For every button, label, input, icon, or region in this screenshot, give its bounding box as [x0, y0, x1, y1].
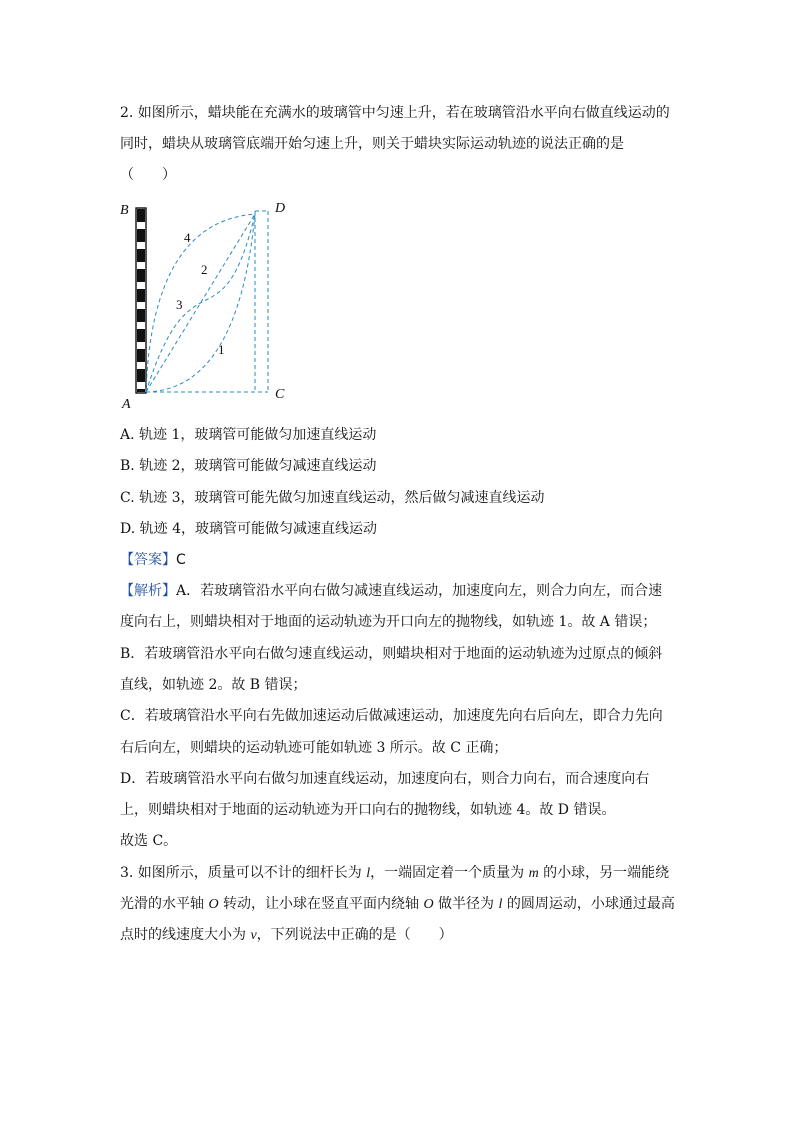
q2-stem-line2: 同时，蜡块从玻璃管底端开始匀速上升，则关于蜡块实际运动轨迹的说法正确的是 [120, 136, 624, 152]
analysis-text-1: A．若玻璃管沿水平向右做匀减速直线运动，加速度向左，则合力向左，而合速 [176, 583, 663, 599]
q3-text: ，下列说法中正确的是（ ） [256, 927, 453, 943]
analysis-line-4: 直线，如轨迹 2。故 B 错误； [120, 677, 307, 693]
q3-text: 光滑的水平轴 [120, 896, 209, 912]
q3-stem-line3 [120, 925, 453, 946]
option-c: C. 轨迹 3，玻璃管可能先做匀加速直线运动，然后做匀减速直线运动 [120, 490, 545, 506]
q3-text: 转动，让小球在竖直平面内绕轴 [218, 896, 424, 912]
var-O: O [423, 897, 434, 912]
option-b: B. 轨迹 2，玻璃管可能做匀减速直线运动 [120, 458, 377, 474]
q3-stem-line1 [120, 863, 669, 884]
analysis-tag: 【解析】 [120, 583, 176, 599]
analysis-conclusion: 故选 C。 [120, 833, 178, 849]
answer-line [120, 550, 186, 570]
q3-text: 的圆周运动，小球通过最高 [502, 896, 675, 912]
q3-text: ，一端固定着一个质量为 [370, 865, 529, 881]
answer-value: C [176, 552, 186, 568]
var-m: m [528, 866, 539, 881]
q3-text: 做半径为 [433, 896, 499, 912]
q2-answer-parens: （ ） [120, 167, 176, 183]
var-l: l [366, 866, 371, 881]
label-D: D [275, 201, 286, 216]
option-a: A. 轨迹 1，玻璃管可能做匀加速直线运动 [120, 427, 377, 443]
q3-text: 点时的线速度大小为 [120, 927, 251, 943]
var-O: O [208, 897, 219, 912]
curve-label-4: 4 [184, 230, 191, 245]
trajectory-figure [112, 192, 302, 412]
curve-label-1: 1 [218, 342, 225, 357]
q2-stem-line1: 2. 如图所示，蜡块能在充满水的玻璃管中匀速上升，若在玻璃管沿水平向右做直线运动的 [120, 105, 670, 121]
option-d: D. 轨迹 4，玻璃管可能做匀减速直线运动 [120, 521, 377, 537]
var-l: l [498, 897, 503, 912]
analysis-line-6: 右后向左，则蜡块的运动轨迹可能如轨迹 3 所示。故 C 正确； [120, 740, 508, 756]
analysis-line-1 [120, 581, 662, 601]
q3-stem-line2 [120, 894, 675, 915]
analysis-line-3: B．若玻璃管沿水平向右做匀速直线运动，则蜡块相对于地面的运动轨迹为过原点的倾斜 [120, 646, 663, 662]
analysis-line-2: 度向右上，则蜡块相对于地面的运动轨迹为开口向左的抛物线，如轨迹 1。故 A 错误； [120, 614, 657, 630]
label-C: C [275, 387, 285, 402]
q3-text: 3. 如图所示，质量可以不计的细杆长为 [120, 865, 367, 881]
curve-label-3: 3 [176, 297, 183, 312]
q3-text: 的小球，另一端能绕 [538, 865, 670, 881]
var-v: v [250, 928, 257, 943]
answer-tag: 【答案】 [120, 552, 176, 568]
analysis-line-7: D．若玻璃管沿水平向右做匀加速直线运动，加速度向右，则合力向右，而合速度向右 [120, 771, 650, 787]
label-B: B [120, 203, 129, 218]
label-A: A [122, 397, 131, 412]
curve-label-2: 2 [201, 262, 208, 277]
analysis-line-8: 上，则蜡块相对于地面的运动轨迹为开口向右的抛物线，如轨迹 4。故 D 错误。 [120, 802, 616, 818]
analysis-line-5: C．若玻璃管沿水平向右先做加速运动后做减速运动，加速度先向右后向左，即合力先向 [120, 708, 663, 724]
